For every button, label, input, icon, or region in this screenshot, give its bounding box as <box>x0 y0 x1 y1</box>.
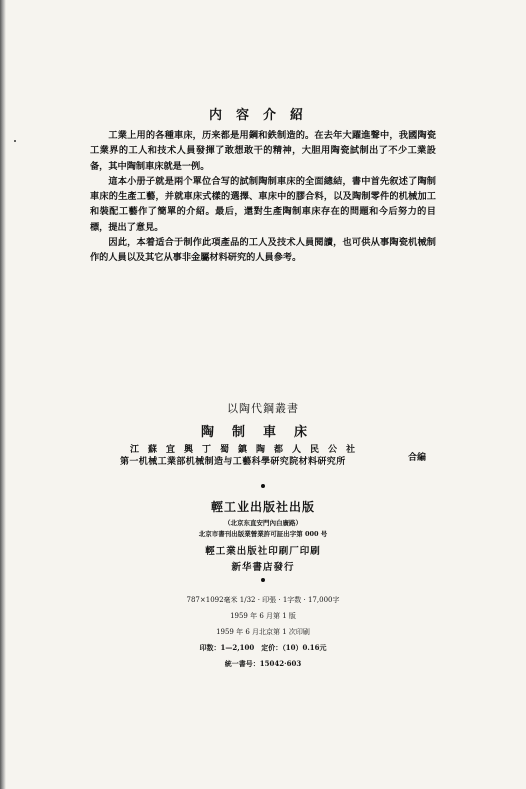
author-line-2: 第一机械工業部机械制造与工藝科學研究院材料研究所 <box>120 457 346 467</box>
colophon-edition: 1959 年 6 月第 1 版 <box>230 612 296 620</box>
series-name: 以陶代鋼叢書 <box>227 402 299 415</box>
colophon-format: 787×1092毫米 1/32 · 印張 · 1字数 · 17,000字 <box>186 596 340 604</box>
intro-body <box>90 128 436 266</box>
book-title: 陶制車床 <box>200 425 325 440</box>
publisher-license: 北京市書刊出版業營業許可証出字第 000 号 <box>198 530 328 538</box>
separator-dot <box>261 484 265 488</box>
colophon <box>0 592 526 672</box>
intro-paragraph: 因此，本着适合于制作此項產品的工人及技术人員閱讀，也可供从事陶瓷机械制作的人員以及其它从事非金屬材料研究的人員參考。 <box>90 237 436 264</box>
colophon-print-run-price: 印数：1—2,100 定价：（10）0.16元 <box>199 643 327 652</box>
publisher-info <box>0 518 526 540</box>
author-line-1: 江蘇宜興丁蜀鎮陶都人民公社 <box>130 445 365 455</box>
publisher: 輕工业出版社出版 <box>210 500 315 514</box>
colophon-book-number: 統一書号：15042·603 <box>224 659 302 668</box>
scan-speck <box>14 140 16 142</box>
author-role: 合編 <box>407 453 426 463</box>
separator-dot <box>261 578 265 582</box>
colophon-printing: 1959 年 6 月北京第 1 次印刷 <box>216 628 310 636</box>
intro-paragraph: 這本小册子就是兩个單位合写的試制陶制車床的全面總結，書中首先叙述了陶制車床的生產工藝，并就車床式樣的選擇、車床中的膠合料，以及陶制零件的机械加工和裝配工藝作了簡單的介紹。最后，還對生產陶制車床存在的問題和今后努力的目標，提出了意見。 <box>90 175 436 233</box>
distributor: 新华書店發行 <box>231 562 295 573</box>
intro-paragraph: 工業上用的各種車床，历来都是用鋼和鉄制造的。在去年大躍進聲中，我國陶瓷工業界的工人和技术人員發揮了敢想敢干的精神，大胆用陶瓷試制出了不少工業設备，其中陶制車床就是一例。 <box>90 130 436 172</box>
publisher-address: （北京东直安門內白廣路） <box>224 519 302 527</box>
intro-title: 内容介紹 <box>208 108 317 123</box>
authors-block <box>120 444 426 468</box>
printer: 輕工業出版社印刷厂印刷 <box>205 546 321 557</box>
